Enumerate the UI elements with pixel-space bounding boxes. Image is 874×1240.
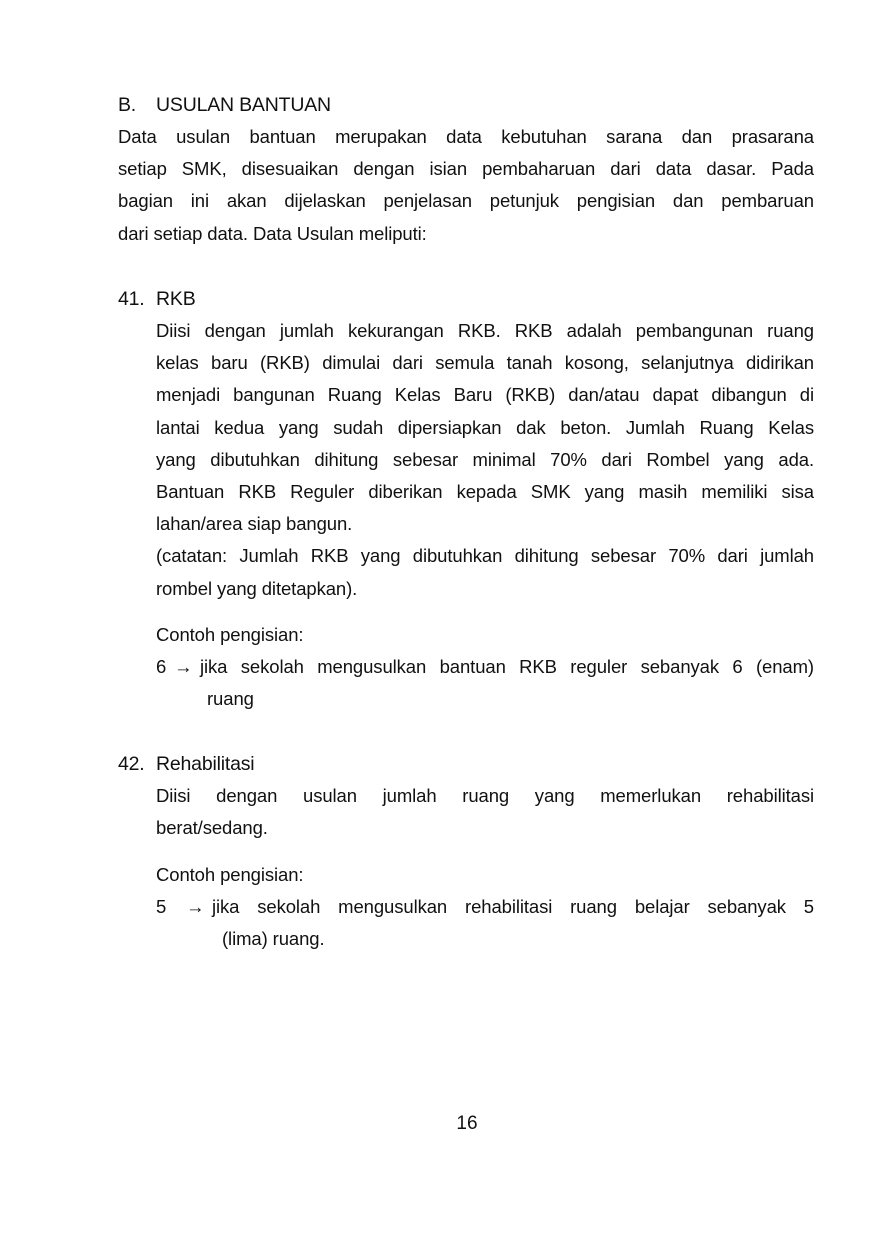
body-line: Diisi dengan jumlah kekurangan RKB. RKB adalah pembangunan ruang [156, 320, 814, 341]
example-text-continued: ruang [207, 688, 254, 710]
body-line: menjadi bangunan Ruang Kelas Baru (RKB) dan/atau dapat dibangun di [156, 384, 814, 406]
item-body-rkb [156, 315, 814, 605]
body-line: (catatan: Jumlah RKB yang dibutuhkan dihitung sebesar 70% dari jumlah [156, 545, 814, 567]
item-title: Rehabilitasi [156, 753, 255, 775]
page-number: 16 [456, 1113, 478, 1134]
example-value: 5 [156, 896, 167, 917]
section-heading [118, 93, 331, 117]
intro-line: setiap SMK, disesuaikan dengan isian pembaharuan dari data dasar. Pada [118, 158, 814, 180]
body-line: kelas baru (RKB) dimulai dari semula tanah kosong, selanjutnya didirikan [156, 352, 814, 374]
example-value: 6 [156, 656, 167, 677]
example-text: jika sekolah mengusulkan rehabilitasi ruang belajar sebanyak 5 [212, 896, 814, 917]
body-line: Diisi dengan usulan jumlah ruang yang memerlukan rehabilitasi [156, 785, 814, 806]
section-intro [118, 121, 814, 250]
intro-line: bagian ini akan dijelaskan penjelasan petunjuk pengisian dan pembaruan [118, 190, 814, 212]
body-line: Bantuan RKB Reguler diberikan kepada SMK yang masih memiliki sisa [156, 481, 814, 503]
body-line: lantai kedua yang sudah dipersiapkan dak beton. Jumlah Ruang Kelas [156, 416, 814, 438]
example-rehabilitasi [156, 891, 814, 955]
section-title: USULAN BANTUAN [156, 94, 331, 116]
example-text-continued: (lima) ruang. [222, 928, 325, 950]
body-line: berat/sedang. [156, 817, 268, 839]
intro-line: Data usulan bantuan merupakan data kebutuhan sarana dan prasarana [118, 126, 814, 147]
body-line: yang dibutuhkan dihitung sebesar minimal 70% dari Rombel yang ada. [156, 448, 814, 470]
body-line: rombel yang ditetapkan). [156, 577, 358, 599]
example-label-rehabilitasi: Contoh pengisian: [156, 864, 304, 885]
example-label-rkb: Contoh pengisian: [156, 624, 304, 645]
right-arrow-icon: → [186, 896, 205, 917]
item-number: 41. [118, 288, 145, 310]
example-rkb [156, 651, 814, 715]
right-arrow-icon: → [174, 656, 193, 677]
body-line: lahan/area siap bangun. [156, 513, 353, 535]
example-text: jika sekolah mengusulkan bantuan RKB reguler sebanyak 6 (enam) [200, 656, 814, 677]
section-number: B. [118, 94, 137, 116]
item-heading-rkb [118, 287, 196, 311]
item-number: 42. [118, 753, 145, 775]
intro-line: dari setiap data. Data Usulan meliputi: [118, 222, 427, 244]
item-title: RKB [156, 288, 196, 310]
item-body-rehabilitasi [156, 780, 814, 844]
item-heading-rehabilitasi [118, 752, 254, 776]
